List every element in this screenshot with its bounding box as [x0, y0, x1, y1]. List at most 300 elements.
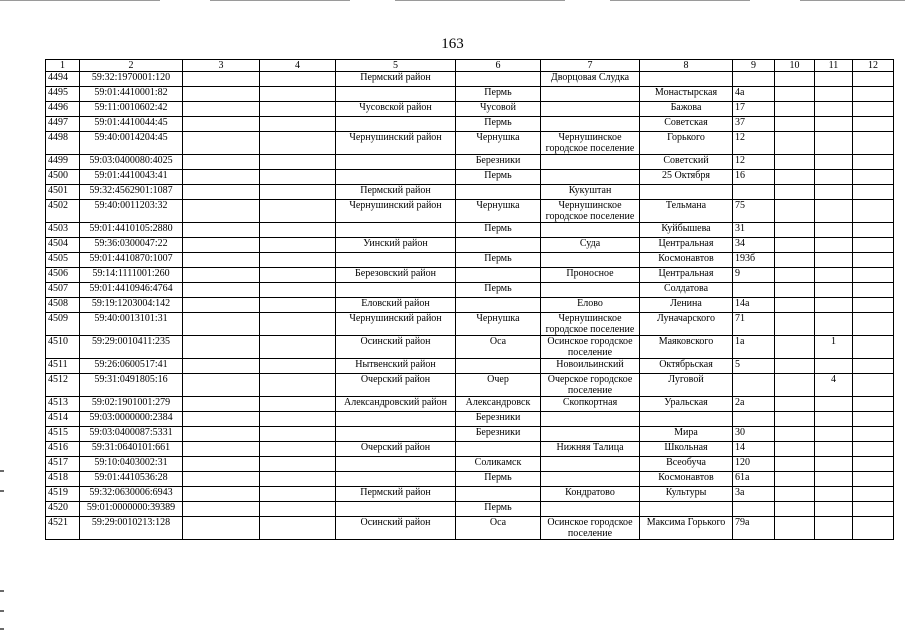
column-12-cell	[853, 253, 894, 268]
column-3-cell	[183, 397, 260, 412]
cadastral-number-cell: 59:01:4410536:28	[80, 472, 183, 487]
column-11-cell	[815, 457, 853, 472]
table-row	[46, 517, 894, 540]
street-cell: Бажова	[640, 102, 733, 117]
column-10-cell	[775, 472, 815, 487]
column-12-cell	[853, 487, 894, 502]
column-12-cell	[853, 283, 894, 298]
house-number-cell	[733, 412, 775, 427]
district-cell	[336, 283, 456, 298]
city-cell: Александровск	[456, 397, 541, 412]
settlement-cell	[541, 427, 640, 442]
settlement-cell	[541, 283, 640, 298]
column-10-cell	[775, 517, 815, 540]
city-cell: Пермь	[456, 170, 541, 185]
cadastral-number-cell: 59:29:0010213:128	[80, 517, 183, 540]
column-11-cell	[815, 200, 853, 223]
column-10-cell	[775, 117, 815, 132]
column-4-cell	[260, 502, 336, 517]
column-12-cell	[853, 374, 894, 397]
row-number-cell: 4514	[46, 412, 80, 427]
row-number-cell: 4506	[46, 268, 80, 283]
street-cell	[640, 72, 733, 87]
column-12-cell	[853, 397, 894, 412]
column-3-cell	[183, 238, 260, 253]
house-number-cell: 12	[733, 155, 775, 170]
city-cell: Соликамск	[456, 457, 541, 472]
cadastral-number-cell: 59:31:0640101:661	[80, 442, 183, 457]
settlement-cell	[541, 223, 640, 238]
house-number-cell: 2а	[733, 397, 775, 412]
district-cell: Очерский район	[336, 374, 456, 397]
settlement-cell: Чернушинское городское поселение	[541, 200, 640, 223]
column-11-cell	[815, 170, 853, 185]
city-cell	[456, 185, 541, 200]
column-12-cell	[853, 313, 894, 336]
cadastral-number-cell: 59:03:0000000:2384	[80, 412, 183, 427]
column-12-cell	[853, 102, 894, 117]
table-row	[46, 412, 894, 427]
header-row	[46, 60, 894, 72]
cadastral-number-cell: 59:03:0400080:4025	[80, 155, 183, 170]
column-12-cell	[853, 268, 894, 283]
city-cell: Пермь	[456, 472, 541, 487]
column-11-cell: 4	[815, 374, 853, 397]
row-number-cell: 4498	[46, 132, 80, 155]
scan-edge-mark	[0, 628, 4, 630]
table-row	[46, 117, 894, 132]
column-4-cell	[260, 517, 336, 540]
row-number-cell: 4495	[46, 87, 80, 102]
house-number-cell: 17	[733, 102, 775, 117]
column-10-cell	[775, 268, 815, 283]
city-cell: Пермь	[456, 502, 541, 517]
settlement-cell: Осинское городское поселение	[541, 336, 640, 359]
house-number-cell: 30	[733, 427, 775, 442]
column-10-cell	[775, 253, 815, 268]
column-4-cell	[260, 427, 336, 442]
settlement-cell: Скопкортная	[541, 397, 640, 412]
table-row	[46, 268, 894, 283]
city-cell	[456, 72, 541, 87]
table-row	[46, 336, 894, 359]
house-number-cell: 4а	[733, 87, 775, 102]
column-11-cell	[815, 442, 853, 457]
cadastral-number-cell: 59:10:0403002:31	[80, 457, 183, 472]
column-11-cell	[815, 412, 853, 427]
column-3-cell	[183, 268, 260, 283]
city-cell: Пермь	[456, 283, 541, 298]
table-row	[46, 155, 894, 170]
house-number-cell: 1а	[733, 336, 775, 359]
cadastral-number-cell: 59:40:0014204:45	[80, 132, 183, 155]
city-cell: Очер	[456, 374, 541, 397]
column-header: 5	[336, 60, 456, 72]
table-row	[46, 102, 894, 117]
settlement-cell: Чернушинское городское поселение	[541, 313, 640, 336]
row-number-cell: 4510	[46, 336, 80, 359]
settlement-cell	[541, 253, 640, 268]
column-4-cell	[260, 457, 336, 472]
column-3-cell	[183, 412, 260, 427]
cadastral-number-cell: 59:03:0400087:5331	[80, 427, 183, 442]
city-cell: Березники	[456, 412, 541, 427]
column-12-cell	[853, 72, 894, 87]
column-3-cell	[183, 117, 260, 132]
column-3-cell	[183, 72, 260, 87]
house-number-cell	[733, 502, 775, 517]
column-4-cell	[260, 412, 336, 427]
cadastral-number-cell: 59:01:4410946:4764	[80, 283, 183, 298]
district-cell	[336, 170, 456, 185]
district-cell: Чернушинский район	[336, 132, 456, 155]
settlement-cell: Осинское городское поселение	[541, 517, 640, 540]
settlement-cell	[541, 102, 640, 117]
row-number-cell: 4521	[46, 517, 80, 540]
street-cell	[640, 502, 733, 517]
district-cell: Еловский район	[336, 298, 456, 313]
scan-edge-mark	[0, 610, 4, 612]
column-12-cell	[853, 517, 894, 540]
column-3-cell	[183, 200, 260, 223]
column-11-cell	[815, 102, 853, 117]
table-row	[46, 313, 894, 336]
column-10-cell	[775, 87, 815, 102]
column-3-cell	[183, 102, 260, 117]
row-number-cell: 4502	[46, 200, 80, 223]
column-10-cell	[775, 283, 815, 298]
settlement-cell: Кукуштан	[541, 185, 640, 200]
column-11-cell	[815, 268, 853, 283]
column-header: 11	[815, 60, 853, 72]
row-number-cell: 4516	[46, 442, 80, 457]
city-cell: Чернушка	[456, 313, 541, 336]
column-header: 6	[456, 60, 541, 72]
street-cell: Советская	[640, 117, 733, 132]
district-cell	[336, 253, 456, 268]
column-11-cell	[815, 502, 853, 517]
cadastral-number-cell: 59:01:4410870:1007	[80, 253, 183, 268]
column-10-cell	[775, 359, 815, 374]
district-cell	[336, 472, 456, 487]
column-4-cell	[260, 313, 336, 336]
column-10-cell	[775, 72, 815, 87]
column-3-cell	[183, 185, 260, 200]
column-header: 9	[733, 60, 775, 72]
cadastral-number-cell: 59:32:4562901:1087	[80, 185, 183, 200]
cadastral-number-cell: 59:26:0600517:41	[80, 359, 183, 374]
row-number-cell: 4517	[46, 457, 80, 472]
street-cell: Монастырская	[640, 87, 733, 102]
house-number-cell: 14а	[733, 298, 775, 313]
district-cell	[336, 412, 456, 427]
cadastral-number-cell: 59:01:4410001:82	[80, 87, 183, 102]
district-cell: Чернушинский район	[336, 313, 456, 336]
house-number-cell: 61а	[733, 472, 775, 487]
district-cell	[336, 155, 456, 170]
column-3-cell	[183, 155, 260, 170]
column-3-cell	[183, 374, 260, 397]
column-3-cell	[183, 223, 260, 238]
settlement-cell: Суда	[541, 238, 640, 253]
column-12-cell	[853, 132, 894, 155]
table-row	[46, 374, 894, 397]
column-12-cell	[853, 359, 894, 374]
column-10-cell	[775, 155, 815, 170]
cadastral-number-cell: 59:31:0491805:16	[80, 374, 183, 397]
street-cell: Мира	[640, 427, 733, 442]
column-11-cell	[815, 185, 853, 200]
cadastral-number-cell: 59:36:0300047:22	[80, 238, 183, 253]
district-cell: Осинский район	[336, 336, 456, 359]
street-cell: Уральская	[640, 397, 733, 412]
table-row	[46, 472, 894, 487]
column-4-cell	[260, 283, 336, 298]
house-number-cell: 193б	[733, 253, 775, 268]
settlement-cell: Елово	[541, 298, 640, 313]
column-11-cell	[815, 155, 853, 170]
district-cell: Березовский район	[336, 268, 456, 283]
cadastral-number-cell: 59:19:1203004:142	[80, 298, 183, 313]
column-10-cell	[775, 102, 815, 117]
column-12-cell	[853, 472, 894, 487]
column-4-cell	[260, 374, 336, 397]
row-number-cell: 4507	[46, 283, 80, 298]
street-cell: Космонавтов	[640, 472, 733, 487]
street-cell: Октябрьская	[640, 359, 733, 374]
cadastral-number-cell: 59:40:0011203:32	[80, 200, 183, 223]
column-10-cell	[775, 502, 815, 517]
column-12-cell	[853, 412, 894, 427]
column-header: 12	[853, 60, 894, 72]
column-12-cell	[853, 336, 894, 359]
table-row	[46, 298, 894, 313]
settlement-cell	[541, 87, 640, 102]
column-4-cell	[260, 298, 336, 313]
row-number-cell: 4518	[46, 472, 80, 487]
district-cell: Осинский район	[336, 517, 456, 540]
settlement-cell: Дворцовая Слудка	[541, 72, 640, 87]
column-4-cell	[260, 253, 336, 268]
settlement-cell	[541, 472, 640, 487]
column-header: 2	[80, 60, 183, 72]
cadastral-number-cell: 59:01:4410105:2880	[80, 223, 183, 238]
city-cell	[456, 359, 541, 374]
column-3-cell	[183, 283, 260, 298]
city-cell: Чернушка	[456, 132, 541, 155]
column-11-cell	[815, 132, 853, 155]
table-row	[46, 72, 894, 87]
row-number-cell: 4512	[46, 374, 80, 397]
house-number-cell: 12	[733, 132, 775, 155]
table-body	[46, 72, 894, 540]
column-4-cell	[260, 487, 336, 502]
house-number-cell: 3а	[733, 487, 775, 502]
column-4-cell	[260, 132, 336, 155]
table-row	[46, 442, 894, 457]
street-cell: Космонавтов	[640, 253, 733, 268]
column-12-cell	[853, 427, 894, 442]
cadastral-number-cell: 59:02:1901001:279	[80, 397, 183, 412]
column-12-cell	[853, 457, 894, 472]
settlement-cell	[541, 170, 640, 185]
district-cell: Пермский район	[336, 185, 456, 200]
district-cell: Пермский район	[336, 487, 456, 502]
column-12-cell	[853, 238, 894, 253]
scan-edge-mark	[0, 590, 4, 592]
column-3-cell	[183, 442, 260, 457]
row-number-cell: 4511	[46, 359, 80, 374]
settlement-cell: Проносное	[541, 268, 640, 283]
district-cell	[336, 87, 456, 102]
district-cell: Александровский район	[336, 397, 456, 412]
column-12-cell	[853, 502, 894, 517]
column-10-cell	[775, 313, 815, 336]
column-header: 4	[260, 60, 336, 72]
cadastral-number-cell: 59:14:1111001:260	[80, 268, 183, 283]
column-10-cell	[775, 412, 815, 427]
cadastral-number-cell: 59:01:4410043:41	[80, 170, 183, 185]
cadastral-number-cell: 59:29:0010411:235	[80, 336, 183, 359]
table-row	[46, 87, 894, 102]
street-cell	[640, 412, 733, 427]
column-4-cell	[260, 472, 336, 487]
column-4-cell	[260, 336, 336, 359]
city-cell: Оса	[456, 336, 541, 359]
column-10-cell	[775, 374, 815, 397]
cadastral-number-cell: 59:32:0630006:6943	[80, 487, 183, 502]
house-number-cell: 79а	[733, 517, 775, 540]
house-number-cell: 31	[733, 223, 775, 238]
register-table	[45, 59, 894, 540]
street-cell: Ленина	[640, 298, 733, 313]
row-number-cell: 4494	[46, 72, 80, 87]
column-10-cell	[775, 457, 815, 472]
table-row	[46, 170, 894, 185]
settlement-cell: Нижняя Талица	[541, 442, 640, 457]
column-4-cell	[260, 170, 336, 185]
column-4-cell	[260, 155, 336, 170]
column-3-cell	[183, 336, 260, 359]
house-number-cell: 75	[733, 200, 775, 223]
house-number-cell: 71	[733, 313, 775, 336]
street-cell: Луначарского	[640, 313, 733, 336]
street-cell: 25 Октября	[640, 170, 733, 185]
column-11-cell	[815, 117, 853, 132]
settlement-cell: Чернушинское городское поселение	[541, 132, 640, 155]
district-cell: Пермский район	[336, 72, 456, 87]
column-header: 8	[640, 60, 733, 72]
city-cell: Березники	[456, 155, 541, 170]
settlement-cell	[541, 117, 640, 132]
column-10-cell	[775, 487, 815, 502]
table-row	[46, 223, 894, 238]
city-cell: Оса	[456, 517, 541, 540]
settlement-cell	[541, 502, 640, 517]
column-10-cell	[775, 298, 815, 313]
cadastral-number-cell: 59:40:0013101:31	[80, 313, 183, 336]
street-cell	[640, 185, 733, 200]
street-cell: Центральная	[640, 268, 733, 283]
column-4-cell	[260, 185, 336, 200]
city-cell	[456, 268, 541, 283]
city-cell: Пермь	[456, 253, 541, 268]
column-12-cell	[853, 117, 894, 132]
column-10-cell	[775, 238, 815, 253]
column-12-cell	[853, 223, 894, 238]
row-number-cell: 4497	[46, 117, 80, 132]
row-number-cell: 4501	[46, 185, 80, 200]
table-row	[46, 487, 894, 502]
top-rule-mid	[395, 0, 565, 1]
city-cell	[456, 238, 541, 253]
scan-edge-mark	[0, 470, 4, 472]
column-3-cell	[183, 253, 260, 268]
house-number-cell	[733, 72, 775, 87]
house-number-cell: 37	[733, 117, 775, 132]
top-rule-right	[800, 0, 905, 1]
column-10-cell	[775, 442, 815, 457]
table-row	[46, 359, 894, 374]
row-number-cell: 4500	[46, 170, 80, 185]
column-11-cell	[815, 223, 853, 238]
column-12-cell	[853, 298, 894, 313]
column-11-cell	[815, 517, 853, 540]
cadastral-number-cell: 59:32:1970001:120	[80, 72, 183, 87]
settlement-cell	[541, 412, 640, 427]
table-row	[46, 132, 894, 155]
column-3-cell	[183, 487, 260, 502]
row-number-cell: 4505	[46, 253, 80, 268]
table-row	[46, 185, 894, 200]
column-11-cell	[815, 298, 853, 313]
settlement-cell	[541, 155, 640, 170]
column-10-cell	[775, 223, 815, 238]
column-3-cell	[183, 87, 260, 102]
column-4-cell	[260, 442, 336, 457]
table-row	[46, 238, 894, 253]
table-row	[46, 502, 894, 517]
street-cell: Культуры	[640, 487, 733, 502]
row-number-cell: 4509	[46, 313, 80, 336]
house-number-cell: 16	[733, 170, 775, 185]
column-10-cell	[775, 200, 815, 223]
column-10-cell	[775, 427, 815, 442]
column-11-cell	[815, 359, 853, 374]
column-4-cell	[260, 117, 336, 132]
city-cell: Чернушка	[456, 200, 541, 223]
column-4-cell	[260, 397, 336, 412]
street-cell: Всеобуча	[640, 457, 733, 472]
column-12-cell	[853, 87, 894, 102]
column-10-cell	[775, 132, 815, 155]
street-cell: Маяковского	[640, 336, 733, 359]
table-row	[46, 253, 894, 268]
city-cell	[456, 298, 541, 313]
column-3-cell	[183, 517, 260, 540]
top-rule-mid-right	[610, 0, 750, 1]
street-cell: Луговой	[640, 374, 733, 397]
top-rule-mid-left	[210, 0, 350, 1]
column-11-cell	[815, 87, 853, 102]
column-12-cell	[853, 200, 894, 223]
column-11-cell	[815, 72, 853, 87]
street-cell: Центральная	[640, 238, 733, 253]
column-3-cell	[183, 170, 260, 185]
column-11-cell	[815, 253, 853, 268]
district-cell: Очерский район	[336, 442, 456, 457]
row-number-cell: 4496	[46, 102, 80, 117]
